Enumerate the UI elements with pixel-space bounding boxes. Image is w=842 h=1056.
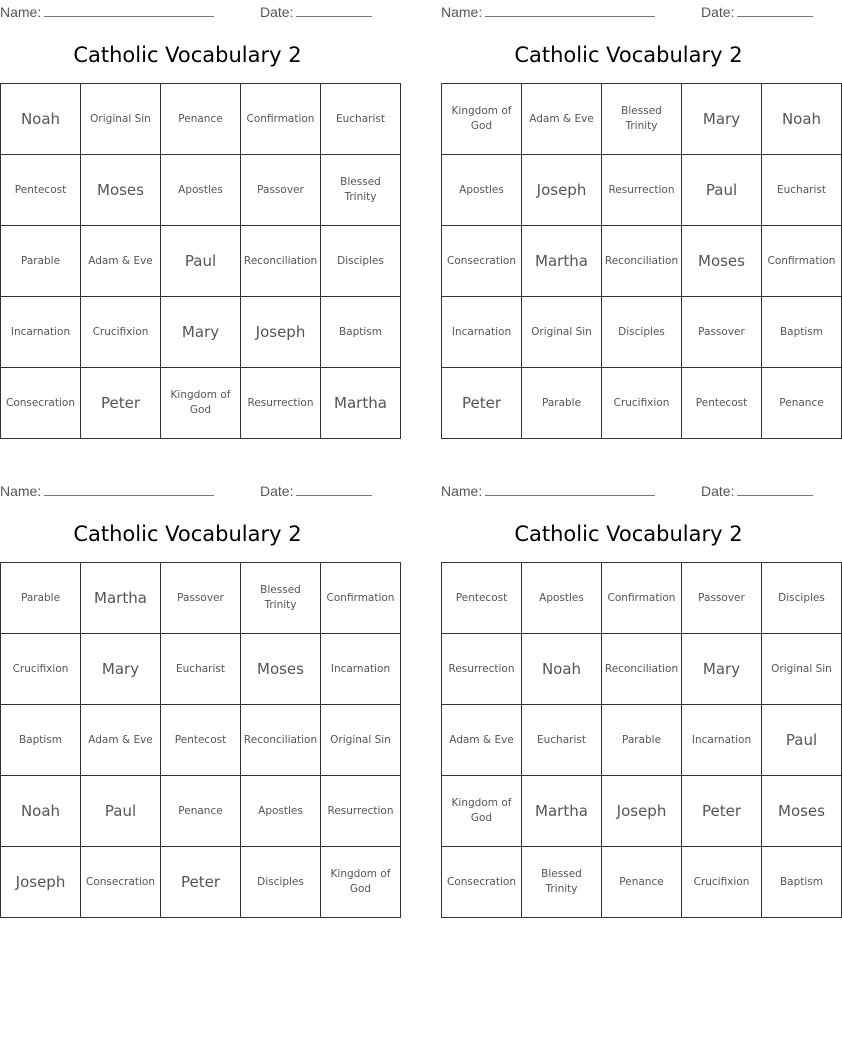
grid-cell: Eucharist [321, 84, 401, 155]
grid-cell: Crucifixion [1, 634, 81, 705]
date-blank[interactable] [296, 481, 372, 496]
name-blank[interactable] [485, 2, 655, 17]
grid-cell: Confirmation [602, 563, 682, 634]
grid-cell: Pentecost [442, 563, 522, 634]
name-line [0, 2, 214, 20]
grid-cell: Kingdom of God [321, 847, 401, 918]
grid-row [1, 84, 401, 155]
name-blank[interactable] [44, 481, 214, 496]
grid-cell: Eucharist [161, 634, 241, 705]
grid-cell: Blessed Trinity [522, 847, 602, 918]
grid-cell: Baptism [321, 297, 401, 368]
card-title: Catholic Vocabulary 2 [73, 522, 302, 546]
grid-cell: Reconciliation [602, 226, 682, 297]
grid-cell: Blessed Trinity [602, 84, 682, 155]
grid-row [1, 297, 401, 368]
grid-cell: Noah [522, 634, 602, 705]
grid-cell: Penance [762, 368, 842, 439]
grid-cell: Passover [682, 563, 762, 634]
grid-cell: Noah [1, 84, 81, 155]
bingo-card [0, 479, 395, 913]
grid-cell: Incarnation [682, 705, 762, 776]
grid-row [1, 847, 401, 918]
grid-row [1, 155, 401, 226]
grid-cell: Crucifixion [81, 297, 161, 368]
grid-row [442, 155, 842, 226]
grid-cell: Moses [81, 155, 161, 226]
grid-row [442, 368, 842, 439]
grid-cell: Resurrection [241, 368, 321, 439]
bingo-card [0, 0, 387, 434]
grid-cell: Noah [1, 776, 81, 847]
grid-cell: Penance [602, 847, 682, 918]
grid-cell: Eucharist [522, 705, 602, 776]
name-line [441, 2, 655, 20]
card-title: Catholic Vocabulary 2 [73, 43, 302, 67]
date-label: Date: [260, 4, 294, 20]
grid-cell: Martha [321, 368, 401, 439]
grid-row [442, 705, 842, 776]
date-label: Date: [701, 483, 735, 499]
grid-cell: Peter [682, 776, 762, 847]
date-line [260, 481, 372, 499]
grid-cell: Reconciliation [241, 705, 321, 776]
bingo-card [441, 479, 832, 913]
name-blank[interactable] [44, 2, 214, 17]
name-label: Name: [441, 483, 483, 499]
grid-cell: Resurrection [321, 776, 401, 847]
grid-cell: Joseph [602, 776, 682, 847]
grid-cell: Paul [682, 155, 762, 226]
bingo-grid [441, 562, 842, 918]
grid-cell: Joseph [1, 847, 81, 918]
grid-cell: Kingdom of God [442, 84, 522, 155]
grid-cell: Parable [602, 705, 682, 776]
grid-cell: Blessed Trinity [321, 155, 401, 226]
card-title: Catholic Vocabulary 2 [514, 43, 743, 67]
grid-cell: Joseph [522, 155, 602, 226]
grid-cell: Martha [81, 563, 161, 634]
grid-cell: Adam & Eve [442, 705, 522, 776]
grid-cell: Apostles [522, 563, 602, 634]
date-blank[interactable] [296, 2, 372, 17]
grid-cell: Peter [442, 368, 522, 439]
grid-cell: Resurrection [602, 155, 682, 226]
grid-cell: Disciples [602, 297, 682, 368]
grid-cell: Pentecost [1, 155, 81, 226]
grid-cell: Incarnation [1, 297, 81, 368]
grid-cell: Moses [682, 226, 762, 297]
name-label: Name: [0, 4, 42, 20]
grid-cell: Parable [522, 368, 602, 439]
grid-cell: Original Sin [522, 297, 602, 368]
grid-cell: Apostles [442, 155, 522, 226]
grid-row [1, 368, 401, 439]
grid-cell: Martha [522, 226, 602, 297]
grid-cell: Consecration [442, 226, 522, 297]
grid-cell: Resurrection [442, 634, 522, 705]
grid-cell: Peter [81, 368, 161, 439]
grid-cell: Blessed Trinity [241, 563, 321, 634]
grid-cell: Consecration [81, 847, 161, 918]
grid-cell: Adam & Eve [81, 705, 161, 776]
grid-cell: Incarnation [321, 634, 401, 705]
grid-row [442, 847, 842, 918]
grid-cell: Pentecost [682, 368, 762, 439]
grid-row [1, 563, 401, 634]
grid-cell: Mary [682, 84, 762, 155]
grid-cell: Original Sin [81, 84, 161, 155]
grid-row [442, 297, 842, 368]
grid-cell: Noah [762, 84, 842, 155]
grid-row [1, 634, 401, 705]
date-line [260, 2, 372, 20]
name-label: Name: [441, 4, 483, 20]
date-label: Date: [701, 4, 735, 20]
grid-row [1, 226, 401, 297]
grid-cell: Pentecost [161, 705, 241, 776]
grid-cell: Mary [161, 297, 241, 368]
grid-cell: Apostles [241, 776, 321, 847]
grid-cell: Confirmation [241, 84, 321, 155]
grid-row [442, 634, 842, 705]
grid-cell: Disciples [241, 847, 321, 918]
grid-cell: Original Sin [762, 634, 842, 705]
grid-row [442, 226, 842, 297]
grid-cell: Reconciliation [241, 226, 321, 297]
grid-cell: Original Sin [321, 705, 401, 776]
name-line [0, 481, 214, 499]
grid-cell: Consecration [442, 847, 522, 918]
grid-cell: Consecration [1, 368, 81, 439]
grid-cell: Confirmation [321, 563, 401, 634]
bingo-grid [0, 83, 401, 439]
grid-cell: Paul [81, 776, 161, 847]
grid-row [1, 705, 401, 776]
date-blank[interactable] [737, 481, 813, 496]
date-blank[interactable] [737, 2, 813, 17]
grid-cell: Parable [1, 226, 81, 297]
grid-cell: Crucifixion [682, 847, 762, 918]
name-line [441, 481, 655, 499]
grid-cell: Adam & Eve [522, 84, 602, 155]
grid-cell: Crucifixion [602, 368, 682, 439]
date-line [701, 481, 813, 499]
grid-cell: Kingdom of God [442, 776, 522, 847]
date-line [701, 2, 813, 20]
card-title: Catholic Vocabulary 2 [514, 522, 743, 546]
grid-cell: Peter [161, 847, 241, 918]
grid-cell: Penance [161, 776, 241, 847]
grid-cell: Disciples [762, 563, 842, 634]
grid-cell: Penance [161, 84, 241, 155]
grid-row [442, 776, 842, 847]
name-label: Name: [0, 483, 42, 499]
grid-cell: Moses [241, 634, 321, 705]
grid-cell: Kingdom of God [161, 368, 241, 439]
grid-cell: Martha [522, 776, 602, 847]
grid-cell: Disciples [321, 226, 401, 297]
grid-row [442, 563, 842, 634]
grid-cell: Adam & Eve [81, 226, 161, 297]
grid-cell: Passover [241, 155, 321, 226]
bingo-card [441, 0, 836, 434]
grid-cell: Paul [161, 226, 241, 297]
grid-cell: Parable [1, 563, 81, 634]
grid-cell: Mary [682, 634, 762, 705]
bingo-grid [441, 83, 842, 439]
grid-cell: Mary [81, 634, 161, 705]
grid-row [1, 776, 401, 847]
bingo-grid [0, 562, 401, 918]
grid-cell: Joseph [241, 297, 321, 368]
grid-cell: Reconciliation [602, 634, 682, 705]
grid-cell: Passover [161, 563, 241, 634]
grid-cell: Baptism [762, 847, 842, 918]
grid-cell: Eucharist [762, 155, 842, 226]
grid-cell: Incarnation [442, 297, 522, 368]
grid-row [442, 84, 842, 155]
grid-cell: Apostles [161, 155, 241, 226]
grid-cell: Passover [682, 297, 762, 368]
date-label: Date: [260, 483, 294, 499]
grid-cell: Baptism [1, 705, 81, 776]
name-blank[interactable] [485, 481, 655, 496]
grid-cell: Baptism [762, 297, 842, 368]
grid-cell: Paul [762, 705, 842, 776]
grid-cell: Moses [762, 776, 842, 847]
grid-cell: Confirmation [762, 226, 842, 297]
